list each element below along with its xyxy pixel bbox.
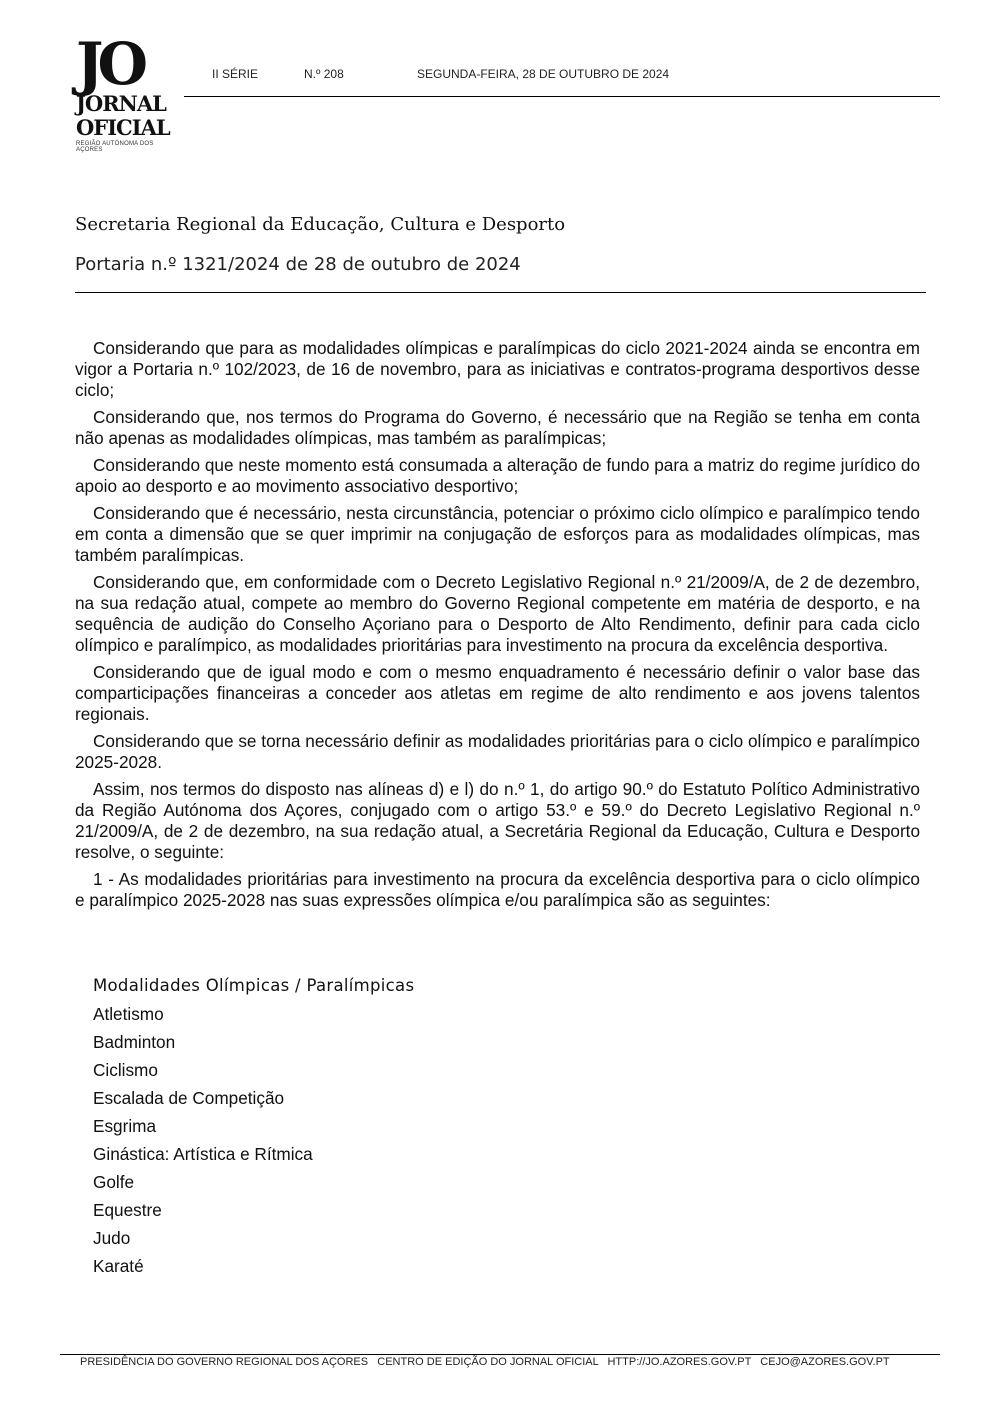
header-number: N.º 208: [304, 67, 344, 81]
modalities-list: [93, 972, 414, 1280]
list-item: Atletismo: [93, 1004, 164, 1024]
paragraph: Assim, nos termos do disposto nas alíneas d) e l) do n.º 1, do artigo 90.º do Estatuto Político Administrativo da Região Autónoma dos Açores, conjugado com o artigo 53.º e 59.º do Decreto Legislativo Regional n.º 21/2009/A, de 2 de dezembro, na sua redação atual, a Secretária Regional da Educação, Cultura e Desporto resolve, o seguinte:: [75, 779, 920, 862]
paragraph: Considerando que, em conformidade com o Decreto Legislativo Regional n.º 21/2009/A, de 2 de dezembro, na sua redação atual, compete ao membro do Governo Regional competente em matéria de desporto, e na sequência de audição do Conselho Açoriano para o Desporto de Alto Rendimento, definir para cada ciclo olímpico e paralímpico, as modalidades prioritárias para investimento na procura da excelência desportiva.: [75, 572, 920, 655]
jornal-oficial-logo: [76, 30, 176, 153]
paragraph: Considerando que, nos termos do Programa do Governo, é necessário que na Região se tenha em conta não apenas as modalidades olímpicas, mas também as paralímpicas;: [75, 407, 920, 448]
document-body: [75, 338, 920, 917]
list-item: Badminton: [93, 1032, 176, 1052]
logo-line-1: JORNAL: [76, 91, 166, 116]
logo-region: REGIÃO AUTÓNOMA DOS AÇORES: [76, 141, 154, 153]
list-item: Escalada de Competição: [93, 1088, 285, 1108]
logo-line-2: OFICIAL: [76, 115, 170, 140]
header-date: SEGUNDA-FEIRA, 28 DE OUTUBRO DE 2024: [417, 67, 670, 81]
list-item: Karaté: [93, 1256, 144, 1276]
paragraph: Considerando que de igual modo e com o mesmo enquadramento é necessário definir o valor base das comparticipações financeiras a conceder aos atletas em regime de alto rendimento e aos jovens talentos regionais.: [75, 662, 920, 724]
paragraph: 1 - As modalidades prioritárias para investimento na procura da excelência desportiva para o ciclo olímpico e paralímpico 2025-2028 nas suas expressões olímpica e/ou paralímpica são as seguintes:: [75, 869, 920, 910]
department-heading: Secretaria Regional da Educação, Cultura e Desporto: [75, 214, 566, 235]
list-item: Ciclismo: [93, 1060, 158, 1080]
paragraph: Considerando que é necessário, nesta circunstância, potenciar o próximo ciclo olímpico e paralímpico tendo em conta a dimensão que se quer imprimir na conjugação de esforços para as modalidades olímpicas, mas também paralímpicas.: [75, 503, 920, 565]
document-title: Portaria n.º 1321/2024 de 28 de outubro de 2024: [75, 254, 521, 275]
footer-text: PRESIDÊNCIA DO GOVERNO REGIONAL DOS AÇORES CENTRO DE EDIÇÃO DO JORNAL OFICIAL HTTP://JO.AZORES.GOV.PT CEJO@AZORES.GOV.PT: [80, 1356, 890, 1368]
logo-mark: JO: [76, 30, 142, 98]
title-divider: [75, 292, 926, 293]
paragraph: Considerando que se torna necessário definir as modalidades prioritárias para o ciclo olímpico e paralímpico 2025-2028.: [75, 731, 920, 772]
list-title: Modalidades Olímpicas / Paralímpicas: [93, 976, 415, 995]
list-item: Ginástica: Artística e Rítmica: [93, 1144, 313, 1164]
paragraph: Considerando que neste momento está consumada a alteração de fundo para a matriz do regime jurídico do apoio ao desporto e ao movimento associativo desportivo;: [75, 455, 920, 496]
list-item: Judo: [93, 1228, 131, 1248]
footer-divider: [60, 1354, 940, 1355]
paragraph: Considerando que para as modalidades olímpicas e paralímpicas do ciclo 2021-2024 ainda se encontra em vigor a Portaria n.º 102/2023, de 16 de novembro, para as iniciativas e contratos-programa desportivos desse ciclo;: [75, 338, 920, 400]
list-item: Equestre: [93, 1200, 162, 1220]
header-divider: [184, 96, 940, 97]
list-item: Golfe: [93, 1172, 135, 1192]
header-serie: II SÉRIE: [212, 67, 259, 81]
list-item: Esgrima: [93, 1116, 157, 1136]
